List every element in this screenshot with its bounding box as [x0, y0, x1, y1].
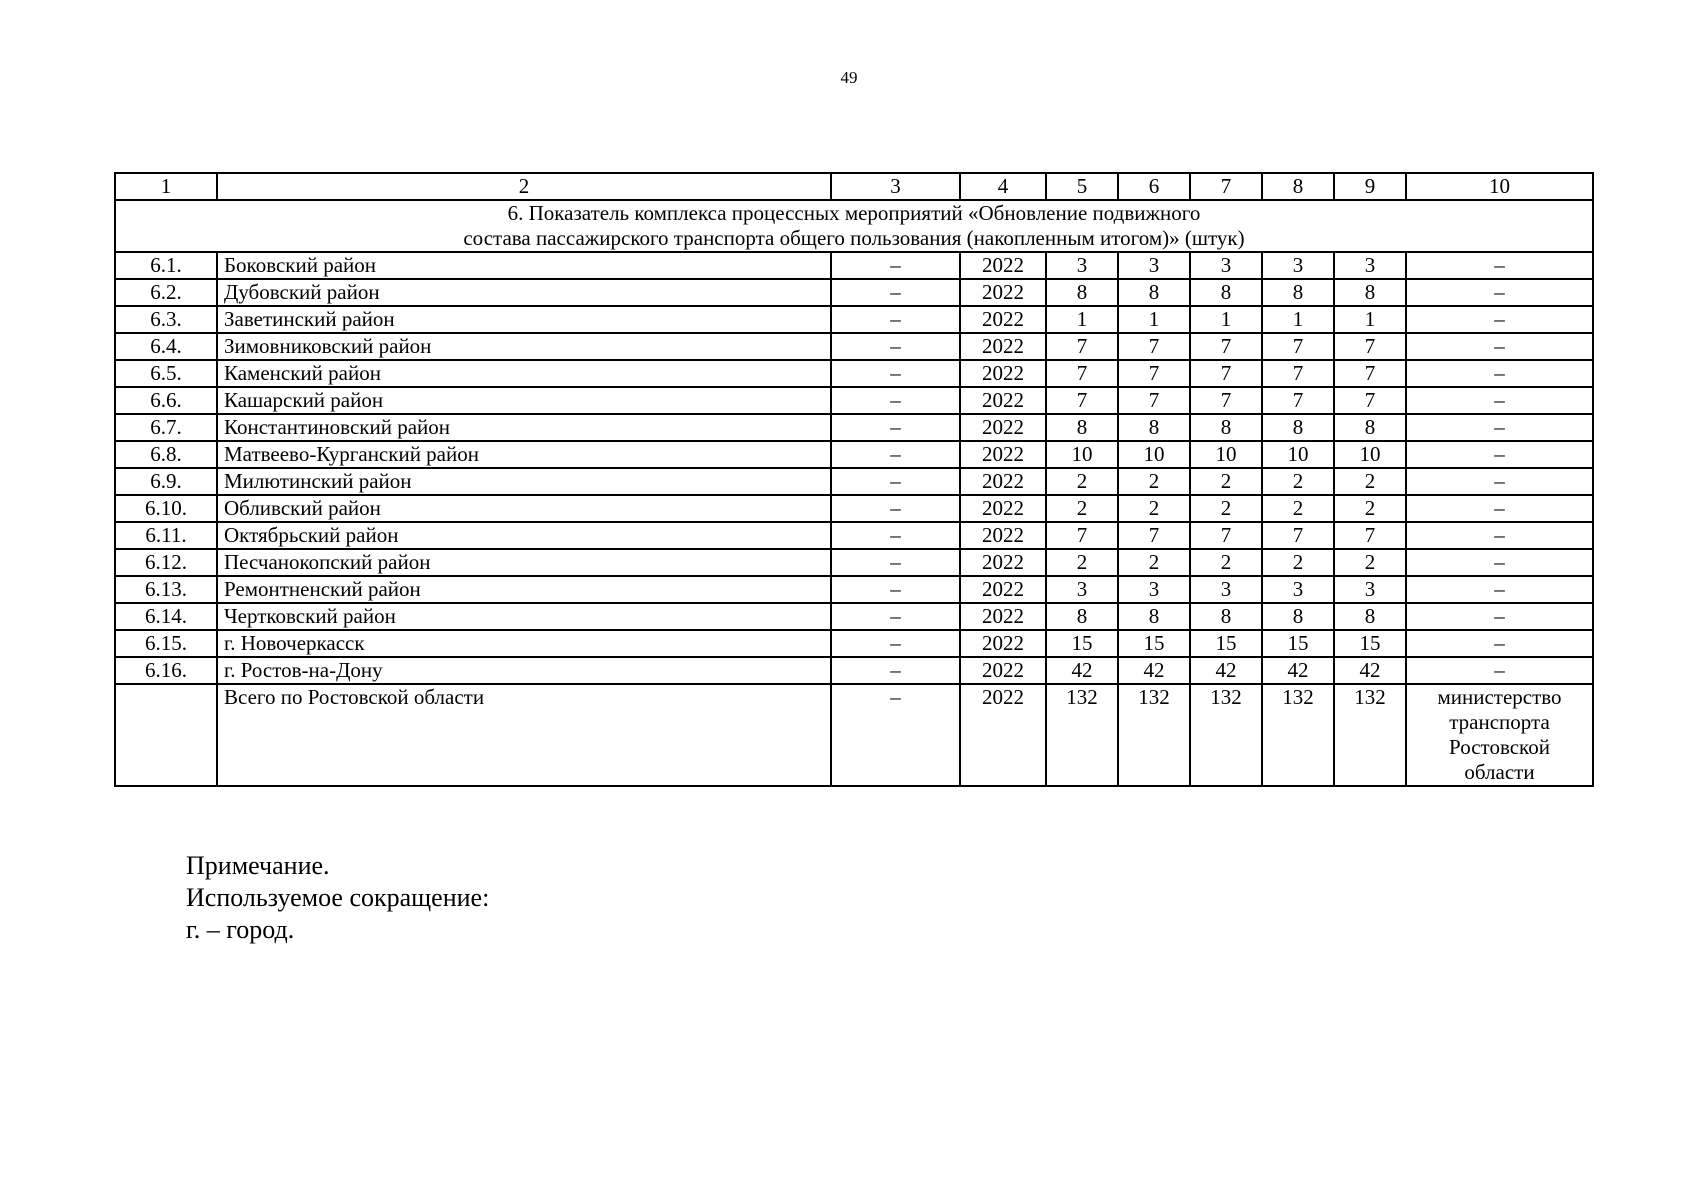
total-row	[115, 684, 1593, 786]
column-number-row	[115, 173, 1593, 200]
col-7-value: 10	[1190, 441, 1262, 468]
col-9-value: 8	[1334, 414, 1406, 441]
col-3-value: –	[831, 549, 960, 576]
indicator-table	[114, 172, 1594, 787]
table-row	[115, 333, 1593, 360]
district-name: Чертковский район	[217, 603, 831, 630]
district-name: Кашарский район	[217, 387, 831, 414]
col-7-value: 3	[1190, 252, 1262, 279]
col-9-value: 42	[1334, 657, 1406, 684]
note-abbreviation-label: Используемое сокращение:	[186, 883, 490, 912]
district-name: Константиновский район	[217, 414, 831, 441]
col-5-value: 42	[1046, 657, 1118, 684]
table-row	[115, 414, 1593, 441]
col-6-value: 2	[1118, 468, 1190, 495]
col-3-value: –	[831, 387, 960, 414]
row-number: 6.15.	[115, 630, 217, 657]
col-6-value: 8	[1118, 603, 1190, 630]
col-9-value: 10	[1334, 441, 1406, 468]
col-6-value: 3	[1118, 252, 1190, 279]
col-6-value: 2	[1118, 549, 1190, 576]
col-8-value: 42	[1262, 657, 1334, 684]
district-name: Милютинский район	[217, 468, 831, 495]
col-6-value: 8	[1118, 279, 1190, 306]
table-row	[115, 252, 1593, 279]
col-3-value: –	[831, 306, 960, 333]
column-number: 3	[831, 173, 960, 200]
row-number: 6.1.	[115, 252, 217, 279]
row-number: 6.2.	[115, 279, 217, 306]
table-row	[115, 603, 1593, 630]
col-3-value: –	[831, 468, 960, 495]
col-3-value: –	[831, 495, 960, 522]
col-7-value: 7	[1190, 360, 1262, 387]
total-number	[115, 684, 217, 786]
col-9-value: 7	[1334, 522, 1406, 549]
row-number: 6.14.	[115, 603, 217, 630]
col-6-value: 3	[1118, 576, 1190, 603]
col-5-value: 7	[1046, 387, 1118, 414]
col-8-value: 10	[1262, 441, 1334, 468]
col-9-value: 3	[1334, 252, 1406, 279]
col-5-value: 15	[1046, 630, 1118, 657]
col-10-value: –	[1406, 549, 1593, 576]
district-name: Зимовниковский район	[217, 333, 831, 360]
total-col-7: 132	[1190, 684, 1262, 786]
row-number: 6.7.	[115, 414, 217, 441]
responsible-line: министерство	[1437, 685, 1562, 709]
year: 2022	[960, 414, 1046, 441]
col-9-value: 1	[1334, 306, 1406, 333]
col-8-value: 7	[1262, 522, 1334, 549]
col-7-value: 8	[1190, 603, 1262, 630]
col-10-value: –	[1406, 522, 1593, 549]
col-10-value: –	[1406, 252, 1593, 279]
row-number: 6.3.	[115, 306, 217, 333]
col-10-value: –	[1406, 279, 1593, 306]
col-7-value: 2	[1190, 468, 1262, 495]
col-9-value: 8	[1334, 279, 1406, 306]
year: 2022	[960, 333, 1046, 360]
column-number: 5	[1046, 173, 1118, 200]
year: 2022	[960, 657, 1046, 684]
table-row	[115, 549, 1593, 576]
total-col-9: 132	[1334, 684, 1406, 786]
col-7-value: 8	[1190, 414, 1262, 441]
table-row	[115, 657, 1593, 684]
table-row	[115, 576, 1593, 603]
col-7-value: 15	[1190, 630, 1262, 657]
row-number: 6.4.	[115, 333, 217, 360]
total-name: Всего по Ростовской области	[217, 684, 831, 786]
col-10-value: –	[1406, 576, 1593, 603]
year: 2022	[960, 630, 1046, 657]
district-name: Октябрьский район	[217, 522, 831, 549]
page-number: 49	[840, 68, 858, 87]
column-number: 6	[1118, 173, 1190, 200]
col-10-value: –	[1406, 441, 1593, 468]
col-10-value: –	[1406, 495, 1593, 522]
column-number: 7	[1190, 173, 1262, 200]
column-number: 10	[1406, 173, 1593, 200]
col-6-value: 8	[1118, 414, 1190, 441]
year: 2022	[960, 252, 1046, 279]
col-9-value: 2	[1334, 549, 1406, 576]
year: 2022	[960, 306, 1046, 333]
responsible-line: области	[1464, 760, 1535, 784]
note-abbreviation: г. – город.	[186, 915, 295, 944]
col-5-value: 7	[1046, 333, 1118, 360]
column-number: 2	[217, 173, 831, 200]
col-10-value: –	[1406, 414, 1593, 441]
table-row	[115, 495, 1593, 522]
col-3-value: –	[831, 333, 960, 360]
col-5-value: 2	[1046, 495, 1118, 522]
col-9-value: 7	[1334, 387, 1406, 414]
col-6-value: 7	[1118, 360, 1190, 387]
section-title-line: 6. Показатель комплекса процессных мероприятий «Обновление подвижного	[507, 201, 1201, 225]
col-7-value: 3	[1190, 576, 1262, 603]
row-number: 6.5.	[115, 360, 217, 387]
col-3-value: –	[831, 576, 960, 603]
col-10-value: –	[1406, 387, 1593, 414]
col-3-value: –	[831, 252, 960, 279]
col-7-value: 7	[1190, 333, 1262, 360]
district-name: Матвеево-Курганский район	[217, 441, 831, 468]
col-6-value: 42	[1118, 657, 1190, 684]
section-title	[115, 200, 1593, 252]
year: 2022	[960, 576, 1046, 603]
col-8-value: 3	[1262, 576, 1334, 603]
col-5-value: 7	[1046, 360, 1118, 387]
total-col-5: 132	[1046, 684, 1118, 786]
col-10-value: –	[1406, 333, 1593, 360]
year: 2022	[960, 441, 1046, 468]
total-responsible	[1406, 684, 1593, 786]
col-5-value: 3	[1046, 576, 1118, 603]
total-col-3: –	[831, 684, 960, 786]
col-3-value: –	[831, 522, 960, 549]
column-number: 9	[1334, 173, 1406, 200]
district-name: Каменский район	[217, 360, 831, 387]
col-6-value: 15	[1118, 630, 1190, 657]
col-6-value: 1	[1118, 306, 1190, 333]
column-number: 8	[1262, 173, 1334, 200]
col-10-value: –	[1406, 468, 1593, 495]
col-8-value: 1	[1262, 306, 1334, 333]
col-5-value: 2	[1046, 549, 1118, 576]
col-5-value: 1	[1046, 306, 1118, 333]
col-6-value: 7	[1118, 522, 1190, 549]
row-number: 6.8.	[115, 441, 217, 468]
row-number: 6.12.	[115, 549, 217, 576]
year: 2022	[960, 387, 1046, 414]
col-6-value: 7	[1118, 333, 1190, 360]
district-name: Боковский район	[217, 252, 831, 279]
col-5-value: 7	[1046, 522, 1118, 549]
district-name: г. Новочеркасск	[217, 630, 831, 657]
row-number: 6.10.	[115, 495, 217, 522]
col-10-value: –	[1406, 630, 1593, 657]
col-5-value: 8	[1046, 279, 1118, 306]
row-number: 6.13.	[115, 576, 217, 603]
note	[186, 850, 489, 946]
col-8-value: 8	[1262, 414, 1334, 441]
year: 2022	[960, 603, 1046, 630]
district-name: Заветинский район	[217, 306, 831, 333]
year: 2022	[960, 522, 1046, 549]
col-5-value: 8	[1046, 414, 1118, 441]
col-5-value: 8	[1046, 603, 1118, 630]
col-7-value: 8	[1190, 279, 1262, 306]
table-row	[115, 360, 1593, 387]
col-10-value: –	[1406, 306, 1593, 333]
section-title-row	[115, 200, 1593, 252]
district-name: Песчанокопский район	[217, 549, 831, 576]
district-name: Ремонтненский район	[217, 576, 831, 603]
col-7-value: 1	[1190, 306, 1262, 333]
table-row	[115, 306, 1593, 333]
col-9-value: 8	[1334, 603, 1406, 630]
col-8-value: 7	[1262, 387, 1334, 414]
table-row	[115, 522, 1593, 549]
district-name: г. Ростов-на-Дону	[217, 657, 831, 684]
col-9-value: 2	[1334, 495, 1406, 522]
row-number: 6.11.	[115, 522, 217, 549]
district-name: Дубовский район	[217, 279, 831, 306]
col-8-value: 3	[1262, 252, 1334, 279]
col-10-value: –	[1406, 360, 1593, 387]
col-8-value: 15	[1262, 630, 1334, 657]
col-9-value: 7	[1334, 360, 1406, 387]
col-6-value: 7	[1118, 387, 1190, 414]
col-10-value: –	[1406, 657, 1593, 684]
col-3-value: –	[831, 279, 960, 306]
col-9-value: 7	[1334, 333, 1406, 360]
table-row	[115, 387, 1593, 414]
col-5-value: 3	[1046, 252, 1118, 279]
col-8-value: 7	[1262, 360, 1334, 387]
column-number: 4	[960, 173, 1046, 200]
year: 2022	[960, 279, 1046, 306]
total-col-4: 2022	[960, 684, 1046, 786]
col-7-value: 2	[1190, 549, 1262, 576]
table-row	[115, 279, 1593, 306]
col-9-value: 15	[1334, 630, 1406, 657]
col-6-value: 10	[1118, 441, 1190, 468]
col-8-value: 8	[1262, 279, 1334, 306]
table-row	[115, 630, 1593, 657]
col-3-value: –	[831, 414, 960, 441]
col-6-value: 2	[1118, 495, 1190, 522]
col-7-value: 7	[1190, 522, 1262, 549]
col-8-value: 8	[1262, 603, 1334, 630]
col-3-value: –	[831, 630, 960, 657]
year: 2022	[960, 495, 1046, 522]
row-number: 6.9.	[115, 468, 217, 495]
col-7-value: 42	[1190, 657, 1262, 684]
col-3-value: –	[831, 603, 960, 630]
col-8-value: 2	[1262, 495, 1334, 522]
row-number: 6.16.	[115, 657, 217, 684]
col-9-value: 2	[1334, 468, 1406, 495]
col-8-value: 7	[1262, 333, 1334, 360]
responsible-line: Ростовской	[1449, 735, 1550, 759]
col-8-value: 2	[1262, 549, 1334, 576]
col-5-value: 2	[1046, 468, 1118, 495]
table-row	[115, 468, 1593, 495]
year: 2022	[960, 468, 1046, 495]
section-title-line: состава пассажирского транспорта общего пользования (накопленным итогом)» (штук)	[463, 226, 1245, 250]
col-9-value: 3	[1334, 576, 1406, 603]
col-3-value: –	[831, 360, 960, 387]
col-5-value: 10	[1046, 441, 1118, 468]
col-7-value: 7	[1190, 387, 1262, 414]
col-10-value: –	[1406, 603, 1593, 630]
year: 2022	[960, 549, 1046, 576]
total-col-6: 132	[1118, 684, 1190, 786]
year: 2022	[960, 360, 1046, 387]
table-body	[115, 173, 1593, 786]
column-number: 1	[115, 173, 217, 200]
note-title: Примечание.	[186, 851, 330, 880]
total-col-8: 132	[1262, 684, 1334, 786]
col-7-value: 2	[1190, 495, 1262, 522]
table-row	[115, 441, 1593, 468]
col-3-value: –	[831, 441, 960, 468]
district-name: Обливский район	[217, 495, 831, 522]
col-8-value: 2	[1262, 468, 1334, 495]
col-3-value: –	[831, 657, 960, 684]
responsible-line: транспорта	[1449, 710, 1550, 734]
row-number: 6.6.	[115, 387, 217, 414]
